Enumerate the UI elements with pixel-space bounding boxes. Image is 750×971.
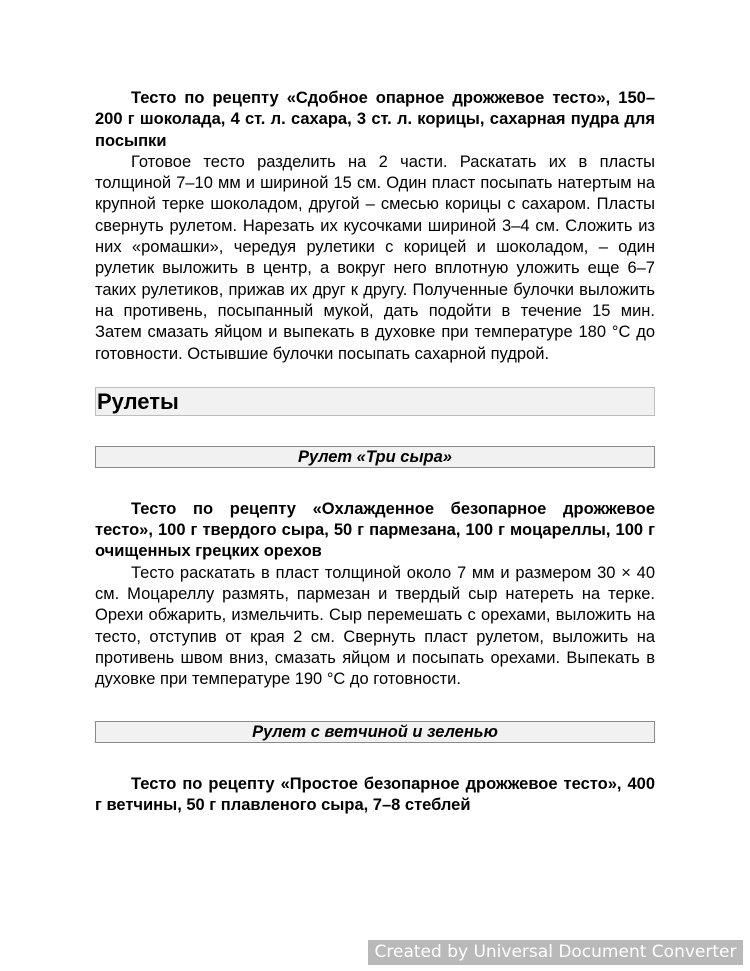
recipe-ingredients: Тесто по рецепту «Охлажденное безопарное дрожжевое тесто», 100 г твердого сыра, 50 г пармезана, 100 г моцареллы, 100 г очищенных грецких орехов [95,499,655,561]
recipe-method: Готовое тесто разделить на 2 части. Раскатать их в пласты толщиной 7–10 мм и шириной 15 см. Один пласт посыпать натертым на крупной терке шоколадом, другой – смесью корицы с сахаром. Пласты свернуть рулетом. Нарезать их кусочками шириной 3–4 см. Сложить из них «ромашки», чередуя рулетики с корицей и шоколадом, – один рулетик выложить в центр, а вокруг него вплотную уложить еще 6–7 таких рулетиков, прижав их друг к другу. Полученные булочки выложить на противень, посыпанный мукой, дать подойти в течение 15 мин. Затем смазать яйцом и выпекать в духовке при температуре 180 °C до готовности. Остывшие булочки посыпать сахарной пудрой. [95,152,655,363]
recipe-ingredients: Тесто по рецепту «Сдобное опарное дрожжевое тесто», 150–200 г шоколада, 4 ст. л. сахара, 3 ст. л. корицы, сахарная пудра для посыпки [95,89,655,150]
document-page [95,88,655,816]
watermark-footer: Created by Universal Document Converter [368,940,743,965]
recipe-ingredients: Тесто по рецепту «Простое безопарное дрожжевое тесто», 400 г ветчины, 50 г плавленого сыра, 7–8 стеблей [95,774,655,814]
recipe-title: Рулет «Три сыра» [95,446,655,468]
section-heading: Рулеты [95,387,655,416]
recipe-title: Рулет с ветчиной и зеленью [95,721,655,743]
recipe-method: Тесто раскатать в пласт толщиной около 7 мм и размером 30 × 40 см. Моцареллу размять, пармезан и твердый сыр натереть на терке. Орехи обжарить, измельчить. Сыр перемешать с орехами, выложить на тесто, отступив от края 2 см. Свернуть пласт рулетом, выложить на противень швом вниз, смазать яйцом и посыпать орехами. Выпекать в духовке при температуре 190 °C до готовности. [95,563,655,689]
